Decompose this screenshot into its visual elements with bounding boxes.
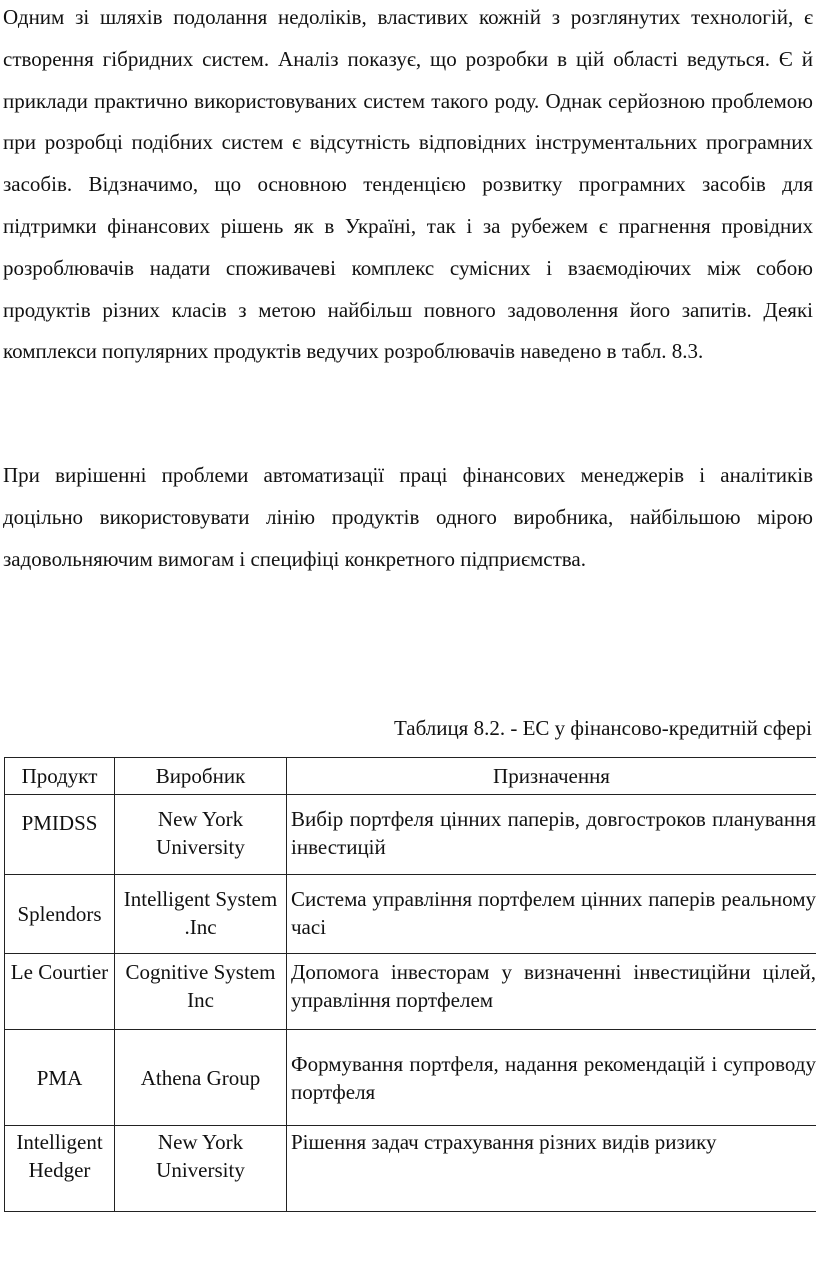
- table-caption: Таблиця 8.2. - ЕС у фінансово-кредитній сфері: [393, 716, 812, 740]
- table-row: [5, 1126, 816, 1212]
- product-cell: PMIDSS: [5, 795, 115, 875]
- product-cell: PMA: [5, 1030, 115, 1126]
- purpose-cell: Рішення задач страхування різних видів ризику: [287, 1126, 816, 1212]
- products-table: [4, 757, 816, 1212]
- purpose-cell: Система управління портфелем цінних паперів реальному часі: [287, 875, 816, 954]
- purpose-cell: Вибір портфеля цінних паперів, довгостроков планування інвестицій: [287, 795, 816, 875]
- table-row: [5, 954, 816, 1030]
- table-header-row: [5, 758, 816, 795]
- table-row: [5, 1030, 816, 1126]
- body-paragraph: Одним зі шляхів подолання недоліків, властивих кожній з розглянутих технологій, є створення гібридних систем. Аналіз показує, що розробки в цій області ведуться. Є й приклади практично використовуваних систем такого роду. Однак серйозною проблемою при розробці подібних систем є відсутність відповідних інструментальних програмних засобів. Відзначимо, що основною тенденцією розвитку програмних засобів для підтримки фінансових рішень як в Україні, так і за рубежем є прагнення провідних розроблювачів надати споживачеві комплекс сумісних і взаємодіючих між собою продуктів різних класів з метою найбільш повного задоволення його запитів. Деякі комплекси популярних продуктів ведучих розроблювачів наведено в табл. 8.3.: [3, 5, 813, 364]
- product-cell: Splendors: [5, 875, 115, 954]
- producer-cell: New York University: [115, 795, 287, 875]
- producer-cell: New York University: [115, 1126, 287, 1212]
- purpose-cell: Формування портфеля, надання рекомендацій і супроводу портфеля: [287, 1030, 816, 1126]
- purpose-cell: Допомога інвесторам у визначенні інвестиційни цілей, управління портфелем: [287, 954, 816, 1030]
- column-header: Призначення: [287, 758, 816, 795]
- producer-cell: Athena Group: [115, 1030, 287, 1126]
- producer-cell: Intelligent System .Inc: [115, 875, 287, 954]
- product-cell: Le Courtier: [5, 954, 115, 1030]
- table-row: [5, 795, 816, 875]
- column-header: Виробник: [115, 758, 287, 795]
- table-row: [5, 875, 816, 954]
- producer-cell: Cognitive System Inc: [115, 954, 287, 1030]
- body-paragraph: При вирішенні проблеми автоматизації праці фінансових менеджерів і аналітиків доцільно використовувати лінію продуктів одного виробника, найбільшою мірою задовольняючим вимогам і специфіці конкретного підприємства.: [3, 463, 813, 571]
- column-header: Продукт: [5, 758, 115, 795]
- product-cell: Intelligent Hedger: [5, 1126, 115, 1212]
